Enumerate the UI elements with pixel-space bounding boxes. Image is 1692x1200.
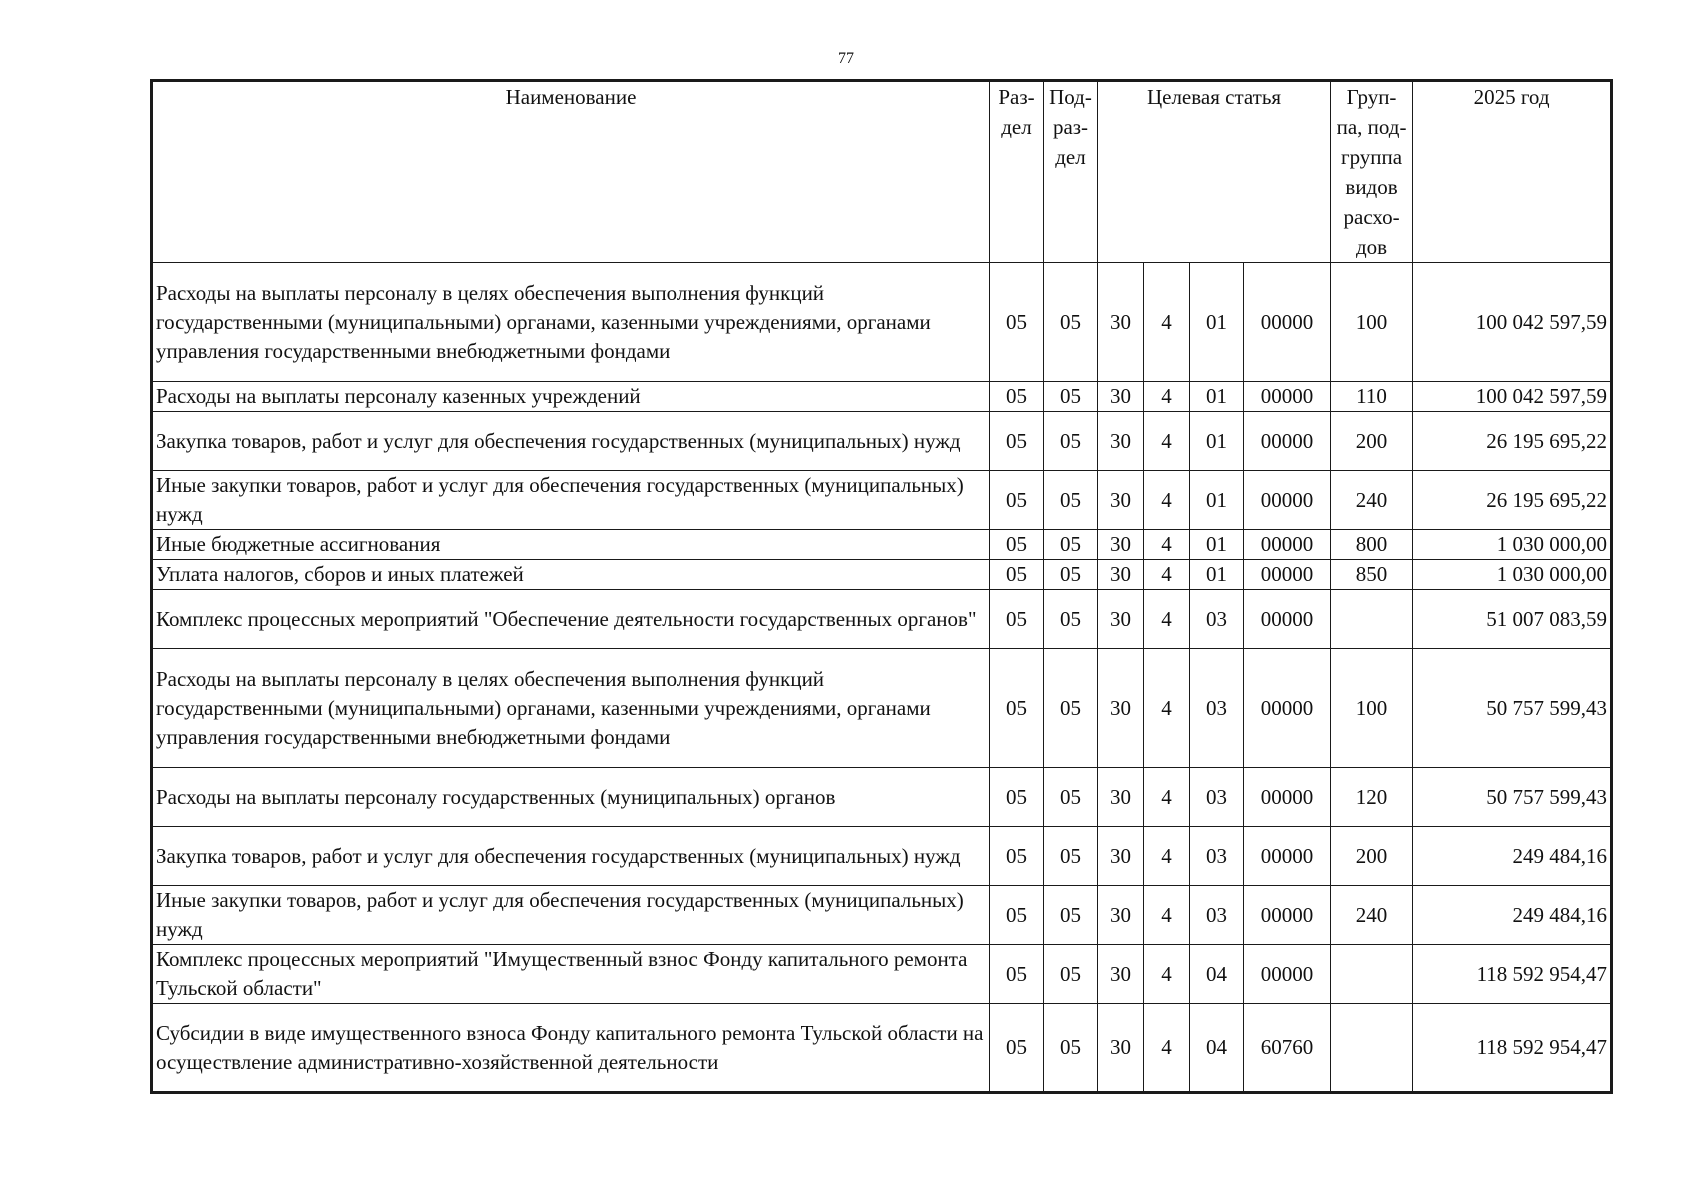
row-expense-group: 200 <box>1331 412 1413 471</box>
row-subsection: 05 <box>1044 263 1098 382</box>
row-expense-group <box>1331 945 1413 1004</box>
row-subsection: 05 <box>1044 827 1098 886</box>
row-subsection: 05 <box>1044 412 1098 471</box>
row-target-direction: 00000 <box>1244 412 1331 471</box>
row-target-direction: 00000 <box>1244 560 1331 590</box>
table-row <box>152 263 1612 382</box>
row-target-type: 4 <box>1144 560 1190 590</box>
row-target-direction: 00000 <box>1244 590 1331 649</box>
row-target-complex: 03 <box>1190 827 1244 886</box>
row-subsection: 05 <box>1044 1004 1098 1093</box>
row-target-complex: 01 <box>1190 382 1244 412</box>
row-section: 05 <box>990 590 1044 649</box>
row-section: 05 <box>990 886 1044 945</box>
row-target-program: 30 <box>1098 827 1144 886</box>
row-target-complex: 04 <box>1190 1004 1244 1093</box>
row-name: Иные бюджетные ассигнования <box>152 530 990 560</box>
table-row <box>152 471 1612 530</box>
row-expense-group: 100 <box>1331 263 1413 382</box>
row-target-complex: 01 <box>1190 263 1244 382</box>
row-name: Субсидии в виде имущественного взноса Фонду капитального ремонта Тульской области на осуществление административно-хозяйственной деятельности <box>152 1004 990 1093</box>
row-subsection: 05 <box>1044 886 1098 945</box>
table-row <box>152 530 1612 560</box>
row-section: 05 <box>990 649 1044 768</box>
row-amount: 50 757 599,43 <box>1413 649 1612 768</box>
row-target-type: 4 <box>1144 768 1190 827</box>
row-target-direction: 00000 <box>1244 886 1331 945</box>
row-subsection: 05 <box>1044 530 1098 560</box>
header-subsection: Под- раз- дел <box>1044 81 1098 263</box>
row-expense-group: 800 <box>1331 530 1413 560</box>
row-target-direction: 00000 <box>1244 471 1331 530</box>
table-row <box>152 886 1612 945</box>
row-name: Закупка товаров, работ и услуг для обеспечения государственных (муниципальных) нужд <box>152 827 990 886</box>
row-target-direction: 00000 <box>1244 649 1331 768</box>
row-target-direction: 00000 <box>1244 263 1331 382</box>
row-expense-group <box>1331 590 1413 649</box>
page-number: 77 <box>838 50 854 67</box>
row-expense-group: 120 <box>1331 768 1413 827</box>
row-expense-group: 850 <box>1331 560 1413 590</box>
row-name: Уплата налогов, сборов и иных платежей <box>152 560 990 590</box>
row-target-program: 30 <box>1098 945 1144 1004</box>
row-name: Закупка товаров, работ и услуг для обеспечения государственных (муниципальных) нужд <box>152 412 990 471</box>
table-row <box>152 1004 1612 1093</box>
row-target-direction: 00000 <box>1244 945 1331 1004</box>
row-target-complex: 04 <box>1190 945 1244 1004</box>
row-section: 05 <box>990 827 1044 886</box>
row-section: 05 <box>990 471 1044 530</box>
row-target-direction: 00000 <box>1244 768 1331 827</box>
table-row <box>152 560 1612 590</box>
row-target-program: 30 <box>1098 560 1144 590</box>
header-row <box>152 81 1612 263</box>
row-section: 05 <box>990 560 1044 590</box>
row-expense-group: 200 <box>1331 827 1413 886</box>
row-section: 05 <box>990 768 1044 827</box>
row-target-type: 4 <box>1144 263 1190 382</box>
row-target-program: 30 <box>1098 1004 1144 1093</box>
row-section: 05 <box>990 412 1044 471</box>
row-amount: 26 195 695,22 <box>1413 412 1612 471</box>
row-target-direction: 00000 <box>1244 382 1331 412</box>
row-expense-group <box>1331 1004 1413 1093</box>
table-row <box>152 768 1612 827</box>
table-row <box>152 945 1612 1004</box>
row-subsection: 05 <box>1044 471 1098 530</box>
table-row <box>152 412 1612 471</box>
row-target-type: 4 <box>1144 1004 1190 1093</box>
row-target-type: 4 <box>1144 530 1190 560</box>
row-target-direction: 00000 <box>1244 827 1331 886</box>
row-target-program: 30 <box>1098 263 1144 382</box>
table-row <box>152 382 1612 412</box>
row-name: Иные закупки товаров, работ и услуг для обеспечения государственных (муниципальных) нужд <box>152 886 990 945</box>
row-name: Расходы на выплаты персоналу государственных (муниципальных) органов <box>152 768 990 827</box>
row-name: Расходы на выплаты персоналу в целях обеспечения выполнения функций государственными (муниципальными) органами, казенными учреждениями, органами управления государственными внебюджетными фондами <box>152 649 990 768</box>
row-section: 05 <box>990 263 1044 382</box>
row-target-type: 4 <box>1144 827 1190 886</box>
row-target-type: 4 <box>1144 886 1190 945</box>
row-amount: 118 592 954,47 <box>1413 945 1612 1004</box>
row-section: 05 <box>990 382 1044 412</box>
budget-table <box>150 79 1613 1094</box>
row-subsection: 05 <box>1044 649 1098 768</box>
row-target-type: 4 <box>1144 590 1190 649</box>
row-name: Расходы на выплаты персоналу в целях обеспечения выполнения функций государственными (муниципальными) органами, казенными учреждениями, органами управления государственными внебюджетными фондами <box>152 263 990 382</box>
row-subsection: 05 <box>1044 560 1098 590</box>
row-target-program: 30 <box>1098 649 1144 768</box>
row-subsection: 05 <box>1044 590 1098 649</box>
row-target-complex: 03 <box>1190 768 1244 827</box>
row-expense-group: 100 <box>1331 649 1413 768</box>
row-name: Иные закупки товаров, работ и услуг для обеспечения государственных (муниципальных) нужд <box>152 471 990 530</box>
row-target-complex: 01 <box>1190 560 1244 590</box>
row-target-type: 4 <box>1144 945 1190 1004</box>
row-amount: 1 030 000,00 <box>1413 560 1612 590</box>
row-amount: 249 484,16 <box>1413 827 1612 886</box>
row-expense-group: 240 <box>1331 886 1413 945</box>
row-target-program: 30 <box>1098 886 1144 945</box>
row-target-type: 4 <box>1144 412 1190 471</box>
row-amount: 100 042 597,59 <box>1413 382 1612 412</box>
row-target-direction: 60760 <box>1244 1004 1331 1093</box>
header-year: 2025 год <box>1413 81 1612 263</box>
row-target-program: 30 <box>1098 382 1144 412</box>
row-section: 05 <box>990 530 1044 560</box>
row-target-type: 4 <box>1144 649 1190 768</box>
row-target-complex: 03 <box>1190 590 1244 649</box>
header-expense-group: Груп- па, под- группа видов расхо- дов <box>1331 81 1413 263</box>
row-subsection: 05 <box>1044 382 1098 412</box>
table-row <box>152 590 1612 649</box>
row-amount: 26 195 695,22 <box>1413 471 1612 530</box>
row-subsection: 05 <box>1044 768 1098 827</box>
row-target-complex: 01 <box>1190 530 1244 560</box>
row-amount: 51 007 083,59 <box>1413 590 1612 649</box>
header-target-article: Целевая статья <box>1098 81 1331 263</box>
row-expense-group: 110 <box>1331 382 1413 412</box>
row-amount: 1 030 000,00 <box>1413 530 1612 560</box>
row-target-program: 30 <box>1098 768 1144 827</box>
row-target-program: 30 <box>1098 590 1144 649</box>
table-row <box>152 649 1612 768</box>
row-target-direction: 00000 <box>1244 530 1331 560</box>
row-target-complex: 03 <box>1190 649 1244 768</box>
header-section: Раз- дел <box>990 81 1044 263</box>
row-name: Комплекс процессных мероприятий "Имущественный взнос Фонду капитального ремонта Тульской области" <box>152 945 990 1004</box>
row-subsection: 05 <box>1044 945 1098 1004</box>
row-amount: 100 042 597,59 <box>1413 263 1612 382</box>
row-target-complex: 01 <box>1190 412 1244 471</box>
table-row <box>152 827 1612 886</box>
row-target-type: 4 <box>1144 471 1190 530</box>
row-amount: 118 592 954,47 <box>1413 1004 1612 1093</box>
row-amount: 50 757 599,43 <box>1413 768 1612 827</box>
row-name: Комплекс процессных мероприятий "Обеспечение деятельности государственных органов" <box>152 590 990 649</box>
row-section: 05 <box>990 1004 1044 1093</box>
row-expense-group: 240 <box>1331 471 1413 530</box>
row-target-complex: 01 <box>1190 471 1244 530</box>
row-amount: 249 484,16 <box>1413 886 1612 945</box>
row-target-type: 4 <box>1144 382 1190 412</box>
row-target-program: 30 <box>1098 530 1144 560</box>
row-target-program: 30 <box>1098 471 1144 530</box>
row-target-program: 30 <box>1098 412 1144 471</box>
header-name: Наименование <box>152 81 990 263</box>
row-target-complex: 03 <box>1190 886 1244 945</box>
row-section: 05 <box>990 945 1044 1004</box>
row-name: Расходы на выплаты персоналу казенных учреждений <box>152 382 990 412</box>
